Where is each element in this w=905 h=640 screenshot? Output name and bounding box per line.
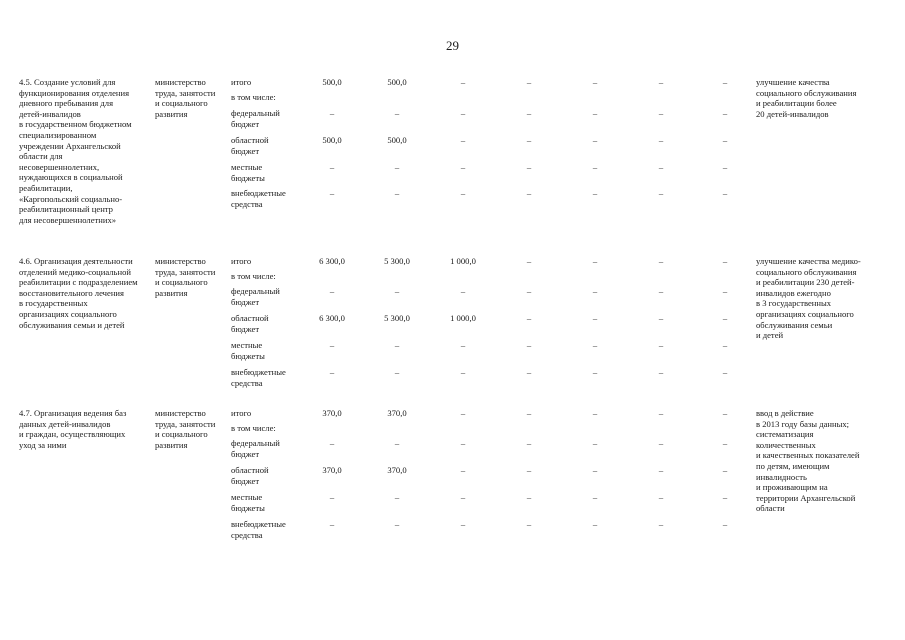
funding-value: – <box>658 256 664 266</box>
funding-value: – <box>722 438 728 448</box>
funding-value: – <box>658 340 664 350</box>
funding-value: 370,0 <box>322 465 342 475</box>
funding-source: местные бюджеты <box>231 492 265 513</box>
funding-source: итого <box>231 408 252 418</box>
funding-value: – <box>460 108 466 118</box>
funding-source: федеральный бюджет <box>231 286 280 307</box>
funding-value: – <box>460 465 466 475</box>
measure-description: 4.6. Организация деятельности отделений медико-социальной реабилитации с подразделением восстановительного лечения в государственных организациях социального обслуживания семьи и детей <box>19 256 138 330</box>
funding-value: – <box>526 367 532 377</box>
funding-value: – <box>658 438 664 448</box>
funding-value: – <box>722 340 728 350</box>
funding-value: – <box>526 77 532 87</box>
funding-value: – <box>658 313 664 323</box>
funding-source: внебюджетные средства <box>231 188 286 209</box>
funding-value: – <box>658 367 664 377</box>
funding-value: – <box>592 135 598 145</box>
funding-value: – <box>658 465 664 475</box>
funding-value: – <box>526 286 532 296</box>
funding-value: – <box>526 340 532 350</box>
funding-value: – <box>460 492 466 502</box>
funding-value: – <box>329 519 335 529</box>
executor: министерство труда, занятости и социального развития <box>155 256 216 298</box>
funding-row-federal <box>0 108 905 132</box>
funding-source: в том числе: <box>231 423 276 433</box>
funding-value: – <box>394 340 400 350</box>
funding-source: областной бюджет <box>231 465 269 486</box>
funding-value: 1 000,0 <box>450 313 476 323</box>
funding-row-local <box>0 340 905 364</box>
funding-value: – <box>460 340 466 350</box>
funding-value: – <box>526 492 532 502</box>
funding-value: – <box>592 519 598 529</box>
funding-source: итого <box>231 77 252 87</box>
funding-value: – <box>592 162 598 172</box>
expected-result: улучшение качества медико- социального обслуживания и реабилитации 230 детей- инвалидов ежегодно в 3 государственных организациях социального обслуживания семьи и детей <box>756 256 861 341</box>
funding-source: итого <box>231 256 252 266</box>
funding-value: – <box>394 162 400 172</box>
funding-value: – <box>460 162 466 172</box>
funding-row-extrabudgetary <box>0 367 905 391</box>
funding-value: – <box>658 408 664 418</box>
funding-source: федеральный бюджет <box>231 108 280 129</box>
funding-value: – <box>526 519 532 529</box>
funding-value: – <box>592 438 598 448</box>
funding-value: – <box>722 135 728 145</box>
funding-value: 500,0 <box>322 135 342 145</box>
funding-value: – <box>592 367 598 377</box>
funding-value: – <box>722 77 728 87</box>
funding-value: 6 300,0 <box>319 256 345 266</box>
funding-row-regional <box>0 313 905 337</box>
funding-row-local <box>0 492 905 516</box>
expected-result: улучшение качества социального обслуживания и реабилитации более 20 детей-инвалидов <box>756 77 857 119</box>
funding-value: 500,0 <box>322 77 342 87</box>
measure-description: 4.7. Организация ведения баз данных детей-инвалидов и граждан, осуществляющих уход за ними <box>19 408 127 450</box>
funding-value: – <box>329 492 335 502</box>
funding-value: – <box>460 519 466 529</box>
funding-row-federal <box>0 286 905 310</box>
funding-value: – <box>329 340 335 350</box>
funding-source: местные бюджеты <box>231 340 265 361</box>
funding-value: – <box>329 438 335 448</box>
page-number: 29 <box>446 38 459 53</box>
funding-value: 5 300,0 <box>384 313 410 323</box>
funding-value: – <box>329 108 335 118</box>
funding-value: 370,0 <box>387 408 407 418</box>
funding-value: – <box>394 188 400 198</box>
funding-value: – <box>658 286 664 296</box>
funding-value: – <box>722 188 728 198</box>
funding-value: – <box>394 492 400 502</box>
funding-value: – <box>394 108 400 118</box>
funding-value: – <box>722 519 728 529</box>
funding-row-extrabudgetary <box>0 519 905 543</box>
funding-value: 370,0 <box>387 465 407 475</box>
funding-value: – <box>460 135 466 145</box>
funding-value: – <box>592 188 598 198</box>
funding-value: – <box>460 367 466 377</box>
funding-value: – <box>394 519 400 529</box>
funding-row-federal <box>0 438 905 462</box>
funding-value: – <box>658 519 664 529</box>
funding-value: – <box>592 492 598 502</box>
funding-value: – <box>460 286 466 296</box>
funding-value: – <box>592 313 598 323</box>
executor: министерство труда, занятости и социального развития <box>155 408 216 450</box>
funding-value: – <box>526 188 532 198</box>
funding-value: 5 300,0 <box>384 256 410 266</box>
funding-source: федеральный бюджет <box>231 438 280 459</box>
funding-value: – <box>460 77 466 87</box>
funding-source: в том числе: <box>231 92 276 102</box>
funding-value: – <box>592 408 598 418</box>
funding-value: – <box>460 408 466 418</box>
funding-value: – <box>526 108 532 118</box>
funding-value: – <box>329 162 335 172</box>
funding-value: – <box>658 188 664 198</box>
funding-value: 6 300,0 <box>319 313 345 323</box>
funding-value: – <box>722 256 728 266</box>
funding-value: 500,0 <box>387 135 407 145</box>
funding-value: – <box>394 438 400 448</box>
funding-source: внебюджетные средства <box>231 519 286 540</box>
funding-value: – <box>460 438 466 448</box>
funding-value: – <box>722 162 728 172</box>
funding-value: – <box>722 313 728 323</box>
funding-value: – <box>526 162 532 172</box>
funding-value: – <box>526 438 532 448</box>
funding-value: – <box>526 313 532 323</box>
funding-value: – <box>658 492 664 502</box>
funding-value: – <box>394 286 400 296</box>
funding-row-regional <box>0 135 905 159</box>
funding-source: областной бюджет <box>231 135 269 156</box>
funding-value: – <box>329 188 335 198</box>
funding-value: – <box>658 108 664 118</box>
funding-value: – <box>658 135 664 145</box>
measure-description: 4.5. Создание условий для функционирования отделения дневного пребывания для детей-инвалидов в государственном бюджетном специализированном учреждении Архангельской области для несовершеннолетних, нуждающихся в социальной реабилитации, «Каргопольский социально- реабилитационный центр для несовершеннолетних» <box>19 77 132 225</box>
funding-value: – <box>722 492 728 502</box>
funding-value: – <box>329 367 335 377</box>
funding-value: – <box>329 286 335 296</box>
funding-row-extrabudgetary <box>0 188 905 212</box>
expected-result: ввод в действие в 2013 году базы данных; систематизация количественных и качественных показателей по детям, имеющим инвалидность и проживающим на территории Архангельской области <box>756 408 860 514</box>
funding-value: – <box>722 408 728 418</box>
funding-value: – <box>526 408 532 418</box>
funding-value: – <box>592 256 598 266</box>
executor: министерство труда, занятости и социального развития <box>155 77 216 119</box>
funding-value: – <box>722 367 728 377</box>
funding-value: – <box>460 188 466 198</box>
funding-value: 370,0 <box>322 408 342 418</box>
funding-value: – <box>592 286 598 296</box>
funding-value: – <box>394 367 400 377</box>
funding-source: внебюджетные средства <box>231 367 286 388</box>
funding-source: местные бюджеты <box>231 162 265 183</box>
funding-value: – <box>658 162 664 172</box>
funding-row-regional <box>0 465 905 489</box>
funding-source: областной бюджет <box>231 313 269 334</box>
funding-value: – <box>592 108 598 118</box>
funding-value: 1 000,0 <box>450 256 476 266</box>
funding-value: – <box>722 108 728 118</box>
funding-value: – <box>592 465 598 475</box>
funding-value: – <box>526 135 532 145</box>
funding-value: – <box>592 77 598 87</box>
funding-value: – <box>722 286 728 296</box>
funding-value: – <box>526 256 532 266</box>
funding-row-local <box>0 162 905 186</box>
funding-value: – <box>592 340 598 350</box>
funding-value: 500,0 <box>387 77 407 87</box>
funding-value: – <box>658 77 664 87</box>
funding-source: в том числе: <box>231 271 276 281</box>
funding-value: – <box>526 465 532 475</box>
funding-value: – <box>722 465 728 475</box>
